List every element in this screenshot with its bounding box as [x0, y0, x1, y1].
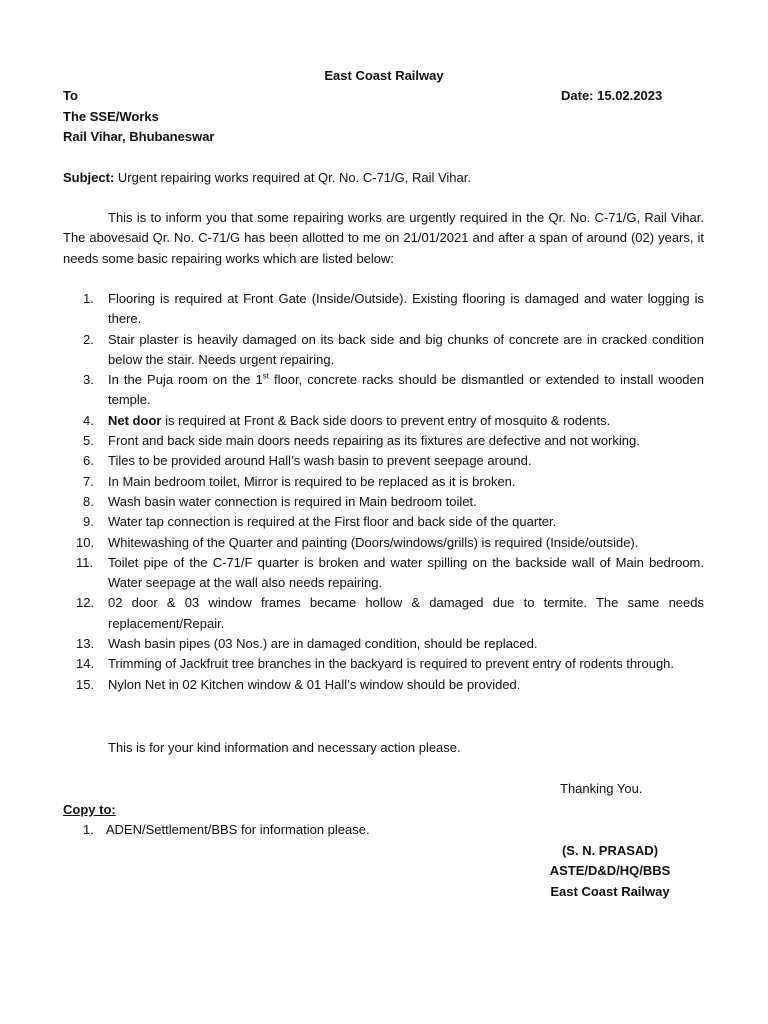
- list-item: [63, 593, 704, 634]
- list-item: [63, 370, 704, 411]
- item-bold-text: Net door: [108, 412, 162, 428]
- list-item: [63, 553, 704, 594]
- item-number: 13.: [76, 636, 95, 652]
- item-number: 8.: [83, 493, 94, 509]
- closing-sentence: This is for your kind information and necessary action please.: [108, 740, 461, 755]
- list-item: [63, 533, 704, 553]
- repair-items-list: [63, 289, 704, 695]
- signatory-name: (S. N. PRASAD): [561, 843, 659, 858]
- copy-item-text: ADEN/Settlement/BBS for information please.: [105, 822, 370, 837]
- list-item: [63, 512, 704, 532]
- item-text: Tiles to be provided around Hall’s wash basin to prevent seepage around.: [108, 453, 532, 469]
- addressee-title: The SSE/Works: [63, 109, 159, 124]
- list-item: [63, 330, 704, 371]
- item-superscript: st: [262, 371, 269, 381]
- list-item: [63, 451, 704, 471]
- item-text: In Main bedroom toilet, Mirror is required to be replaced as it is broken.: [108, 473, 516, 489]
- item-text: 02 door & 03 window frames became hollow & damaged due to termite. The same needs replacement/Repair.: [108, 595, 704, 631]
- signatory-designation: ASTE/D&D/HQ/BBS: [549, 863, 671, 878]
- item-number: 15.: [76, 676, 95, 692]
- organization-heading: East Coast Railway: [324, 68, 444, 83]
- item-text: Wash basin pipes (03 Nos.) are in damaged condition, should be replaced.: [108, 636, 538, 652]
- item-number: 6.: [83, 453, 94, 469]
- item-text: Toilet pipe of the C-71/F quarter is broken and water spilling on the backside wall of Main bedroom. Water seepage at the wall also needs repairing.: [108, 554, 704, 591]
- intro-paragraph: This is to inform you that some repairing works are urgently required in the Qr. No. C-71/G, Rail Vihar. The abovesaid Qr. No. C-71/G has been allotted to me on 21/01/2021 and after a span of around (02) years, it needs some basic repairing works which are listed below:: [63, 210, 704, 266]
- copy-item-number: 1.: [83, 822, 94, 837]
- item-number: 1.: [83, 291, 94, 306]
- addressee-address: Rail Vihar, Bhubaneswar: [63, 129, 215, 144]
- list-item: [63, 634, 704, 654]
- item-number: 5.: [83, 433, 94, 449]
- item-text: is required at Front & Back side doors to prevent entry of mosquito & rodents.: [161, 412, 611, 428]
- list-item: [63, 431, 704, 451]
- item-number: 11.: [76, 554, 94, 570]
- list-item: [63, 675, 704, 695]
- to-label: To: [63, 88, 78, 103]
- signatory-organization: East Coast Railway: [550, 884, 670, 899]
- list-item: [63, 289, 704, 330]
- item-number: 4.: [83, 412, 94, 428]
- item-number: 3.: [83, 372, 94, 388]
- item-text: Front and back side main doors needs repairing as its fixtures are defective and not working.: [108, 433, 640, 449]
- item-text-post: floor, concrete racks should be dismantled or extended to install wooden temple.: [108, 372, 705, 408]
- item-number: 7.: [83, 473, 94, 489]
- subject-line: [63, 168, 471, 188]
- copy-to-label-text: Copy to:: [63, 802, 116, 817]
- item-text: Flooring is required at Front Gate (Inside/Outside). Existing flooring is damaged and water logging is there.: [108, 291, 704, 327]
- item-number: 12.: [76, 595, 95, 611]
- list-item: [63, 492, 704, 512]
- item-number: 14.: [76, 656, 95, 672]
- copy-to-item: [83, 820, 370, 840]
- letter-date: Date: 15.02.2023: [561, 88, 663, 103]
- item-text: Stair plaster is heavily damaged on its back side and big chunks of concrete are in cracked condition below the stair. Needs urgent repairing.: [108, 331, 704, 367]
- item-number: 2.: [83, 331, 94, 347]
- item-text: Wash basin water connection is required in Main bedroom toilet.: [108, 493, 477, 509]
- item-text: Water tap connection is required at the First floor and back side of the quarter.: [108, 514, 557, 530]
- copy-to-label: [63, 800, 116, 820]
- subject-label: Subject:: [63, 170, 115, 185]
- item-text: Trimming of Jackfruit tree branches in the backyard is required to prevent entry of rodents through.: [108, 656, 675, 672]
- subject-text: Urgent repairing works required at Qr. No. C-71/G, Rail Vihar.: [114, 170, 471, 185]
- list-item: [63, 472, 704, 492]
- item-text: Nylon Net in 02 Kitchen window & 01 Hall’s window should be provided.: [108, 676, 521, 692]
- list-item: [63, 654, 704, 674]
- item-text: Whitewashing of the Quarter and painting (Doors/windows/grills) is required (Inside/outside).: [108, 534, 639, 550]
- item-text-pre: In the Puja room on the 1: [108, 372, 263, 388]
- thanking-line: Thanking You.: [560, 781, 643, 796]
- list-item: [63, 411, 704, 431]
- item-number: 9.: [83, 514, 94, 530]
- item-number: 10.: [76, 534, 95, 550]
